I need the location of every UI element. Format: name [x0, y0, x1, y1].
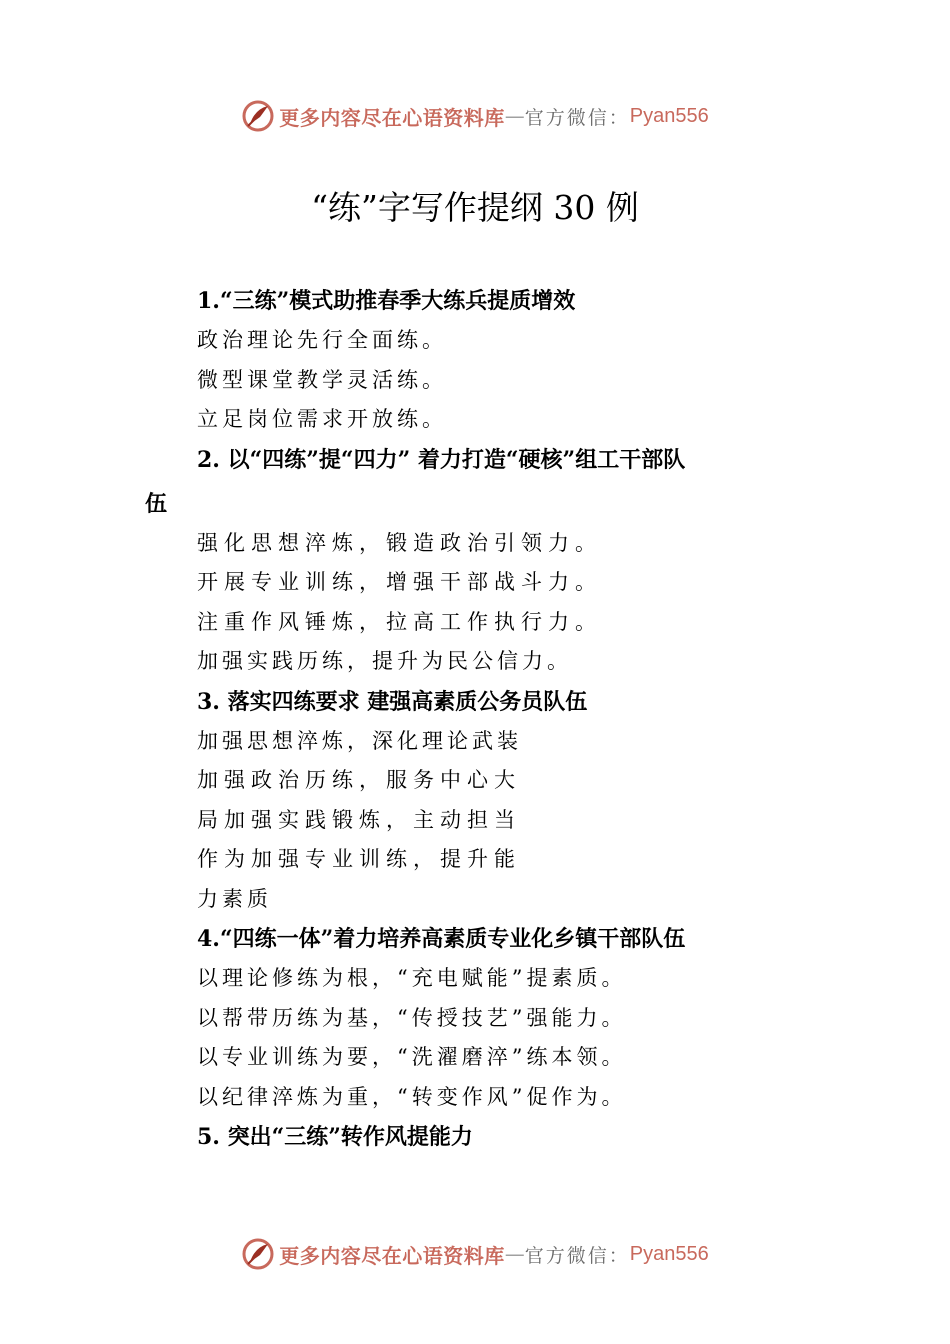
- body-line: 微型课堂教学灵活练。: [197, 367, 447, 392]
- body-line: 开展专业训练，增强干部战斗力。: [197, 570, 602, 594]
- body-line: 加强思想淬炼，深化理论武装: [197, 728, 522, 753]
- section-heading: 3. 落实四练要求 建强高素质公务员队伍: [197, 688, 588, 715]
- quill-logo-icon: [241, 1237, 275, 1271]
- body-line: 局加强实践锻炼，主动担当: [197, 807, 521, 832]
- watermark-wechat-id: Pyan556: [629, 1242, 709, 1265]
- body-line: 作为加强专业训练，提升能: [197, 847, 521, 871]
- watermark-sub-text: 官方微信：: [524, 106, 630, 129]
- body-line: 以帮带历练为基，“传授技艺”强能力。: [197, 1005, 627, 1030]
- watermark-header: [0, 96, 950, 136]
- watermark-main-text: 更多内容尽在心语资料库: [279, 1243, 505, 1268]
- body-line: 强化思想淬炼，锻造政治引领力。: [197, 530, 602, 555]
- watermark-dash: —: [504, 1242, 525, 1266]
- body-line: 力素质: [197, 886, 272, 911]
- section-heading: [0, 440, 950, 524]
- body-line: 加强政治历练，服务中心大: [197, 768, 521, 792]
- section-heading: 4.“四练一体”着力培养高素质专业化乡镇干部队伍: [197, 926, 686, 952]
- watermark-main-text: 更多内容尽在心语资料库: [279, 105, 505, 130]
- section-heading-continuation: 伍: [145, 490, 168, 517]
- watermark-sub-text: 官方微信：: [524, 1244, 630, 1267]
- watermark-dash: —: [504, 104, 525, 128]
- body-line: 政治理论先行全面练。: [197, 328, 447, 352]
- body-line: 以纪律淬炼为重，“转变作风”促作为。: [197, 1084, 627, 1109]
- section-heading-text: 2. 以“四练”提“四力” 着力打造“硬核”组工干部队: [197, 446, 686, 473]
- body-line: 加强实践历练，提升为民公信力。: [197, 649, 572, 673]
- section-heading: 1.“三练”模式助推春季大练兵提质增效: [197, 288, 576, 314]
- watermark-wechat-id: Pyan556: [629, 104, 709, 127]
- body-line: 立足岗位需求开放练。: [197, 407, 447, 431]
- body-line: 注重作风锤炼，拉高工作执行力。: [197, 609, 602, 634]
- document-body: [0, 281, 950, 1157]
- section-heading: 5. 突出“三练”转作风提能力: [197, 1124, 473, 1150]
- quill-logo-icon: [241, 99, 275, 133]
- body-line: 以专业训练为要，“洗濯磨淬”练本领。: [197, 1045, 627, 1069]
- document-title: “练”字写作提纲 30 例: [311, 188, 639, 227]
- watermark-footer: [0, 1234, 950, 1274]
- body-line: 以理论修练为根，“充电赋能”提素质。: [197, 966, 627, 990]
